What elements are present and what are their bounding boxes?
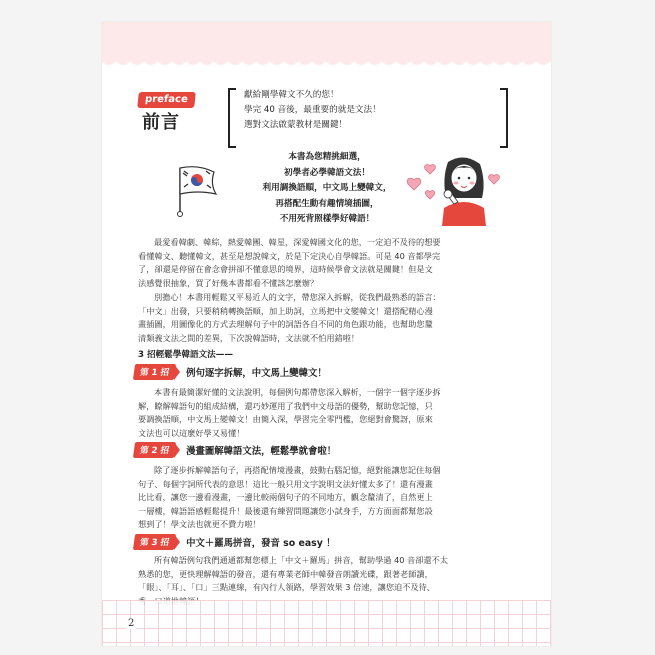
text-line: 所有韓語例句我們通通都幫您標上「中文＋羅馬」拼音，幫助學過 40 音卻還不太 (154, 555, 448, 565)
step-3-heading (134, 534, 335, 550)
text-line: 文法也可以這麼好學又易懂！ (138, 427, 245, 438)
text-line: 法感覺很抽象，買了好幾本書都看不懂該怎麼辦？ (138, 277, 319, 288)
text-line: 除了逐步拆解韓語句子，再搭配情境漫畫，鼓動右腦記憶，絕對能讓您記住每個 (154, 465, 441, 475)
preface-badge: preface (137, 92, 195, 108)
intro-line: 獻給剛學韓文不久的您！ (244, 90, 339, 100)
quote-bracket-right (500, 88, 508, 148)
highlight-line: 本書為您精挑細選， (288, 152, 366, 162)
text-line: 清類義文法之間的差異，下次說韓語時，文法就不怕用錯啦！ (138, 332, 360, 343)
step-title: 中文＋羅馬拼音，發音 so easy ！ (186, 538, 336, 549)
text-line: 「眼」、「耳」、「口」三點連線，有內行人領路，學習效果 3 倍速，讓您迫不及待、 (138, 582, 435, 593)
text-line: 「中文」出發，只要稍稍轉換語順，加上助詞，立馬把中文變韓文！還搭配精心漫 (138, 305, 433, 316)
intro-quote (228, 88, 500, 133)
text-line: 句子、每個字詞所代表的意思！這比一般只用文字說明文法好懂太多了！還有漫畫 (138, 478, 433, 489)
scallop-border (102, 58, 551, 68)
step-badge: 第 3 招 (133, 534, 176, 550)
text-line: 別擔心！本書用輕鬆又平易近人的文字，帶您深入拆解，從我們最熟悉的語言： (154, 292, 441, 302)
girl-with-hearts-illustration (404, 146, 504, 226)
section-heading: 3 招輕鬆學韓語文法—— (138, 350, 233, 360)
text-line: 解，瞭解韓語句的組成結構，還巧妙運用了我們中文母語的優勢，幫助您記憶，只 (138, 400, 433, 411)
step-1-body (138, 386, 516, 440)
step-title: 漫畫圖解韓語文法，輕鬆學就會啦！ (186, 446, 337, 457)
grid-paper-footer (102, 600, 551, 646)
page-title: 前言 (142, 112, 180, 133)
highlight-line: 再搭配生動有趣情境插圖， (275, 198, 379, 209)
step-title: 例句逐字拆解，中文馬上變韓文！ (186, 368, 327, 379)
text-line: 最愛看韓劇、韓綜，熱愛韓團、韓星，深愛韓國文化的您，一定迫不及待的想要 (154, 237, 441, 247)
step-2-body (138, 464, 516, 532)
text-line: 熟悉的您，更快理解韓語的發音，還有專業老師中韓發音朗讀光碟，跟著老師讀， (138, 568, 433, 579)
text-line: 畫插圖，用圖像化的方式去理解句子中的詞語各自不同的角色跟功能，也幫助您釐 (138, 319, 433, 330)
intro-line: 選對文法啟蒙教材是關鍵！ (244, 120, 348, 130)
text-line: 比比看，讓您一邊看漫畫，一邊比較兩個句子的不同地方，觀念釐清了，自然更上 (138, 492, 433, 503)
text-line: 了，卻還是停留在會念會拼卻不懂意思的境界，這時候學會文法就是關鍵！但是文 (138, 264, 433, 275)
text-line: 一層樓，韓語語感輕鬆提升！最後還有練習問題讓您小試身手，方方面面都幫您設 (138, 505, 433, 516)
text-line: 要調換語順，中文馬上變韓文！由簡入深，學習完全零門檻，您絕對會驚訝，原來 (138, 414, 433, 425)
book-page (102, 22, 551, 646)
step-badge: 第 2 招 (133, 442, 176, 458)
step-badge: 第 1 招 (133, 364, 176, 380)
text-line: 本書有最簡潔好懂的文法說明，每個例句都帶您深入解析，一個字一個字逐步拆 (154, 387, 441, 397)
step-1-heading (134, 364, 327, 380)
page-number: 2 (128, 618, 135, 629)
highlight-line: 利用調換語順，中文馬上變韓文， (262, 183, 392, 194)
text-line: 看懂韓文、聽懂韓文，甚至是想說韓文，於是下定決心自學韓語。可是 40 音都學完 (138, 250, 441, 261)
intro-line: 學完 40 音後，最重要的就是文法！ (244, 105, 381, 115)
text-line: 想到了！學文法也就更不費力啦！ (138, 519, 261, 530)
paragraph-2 (138, 291, 516, 345)
paragraph-1 (138, 236, 516, 290)
highlight-line: 不用死背照樣學好韓語！ (279, 214, 375, 225)
step-2-heading (134, 442, 336, 458)
highlight-line: 初學者必學韓語文法！ (284, 167, 370, 178)
header-band (102, 22, 551, 62)
